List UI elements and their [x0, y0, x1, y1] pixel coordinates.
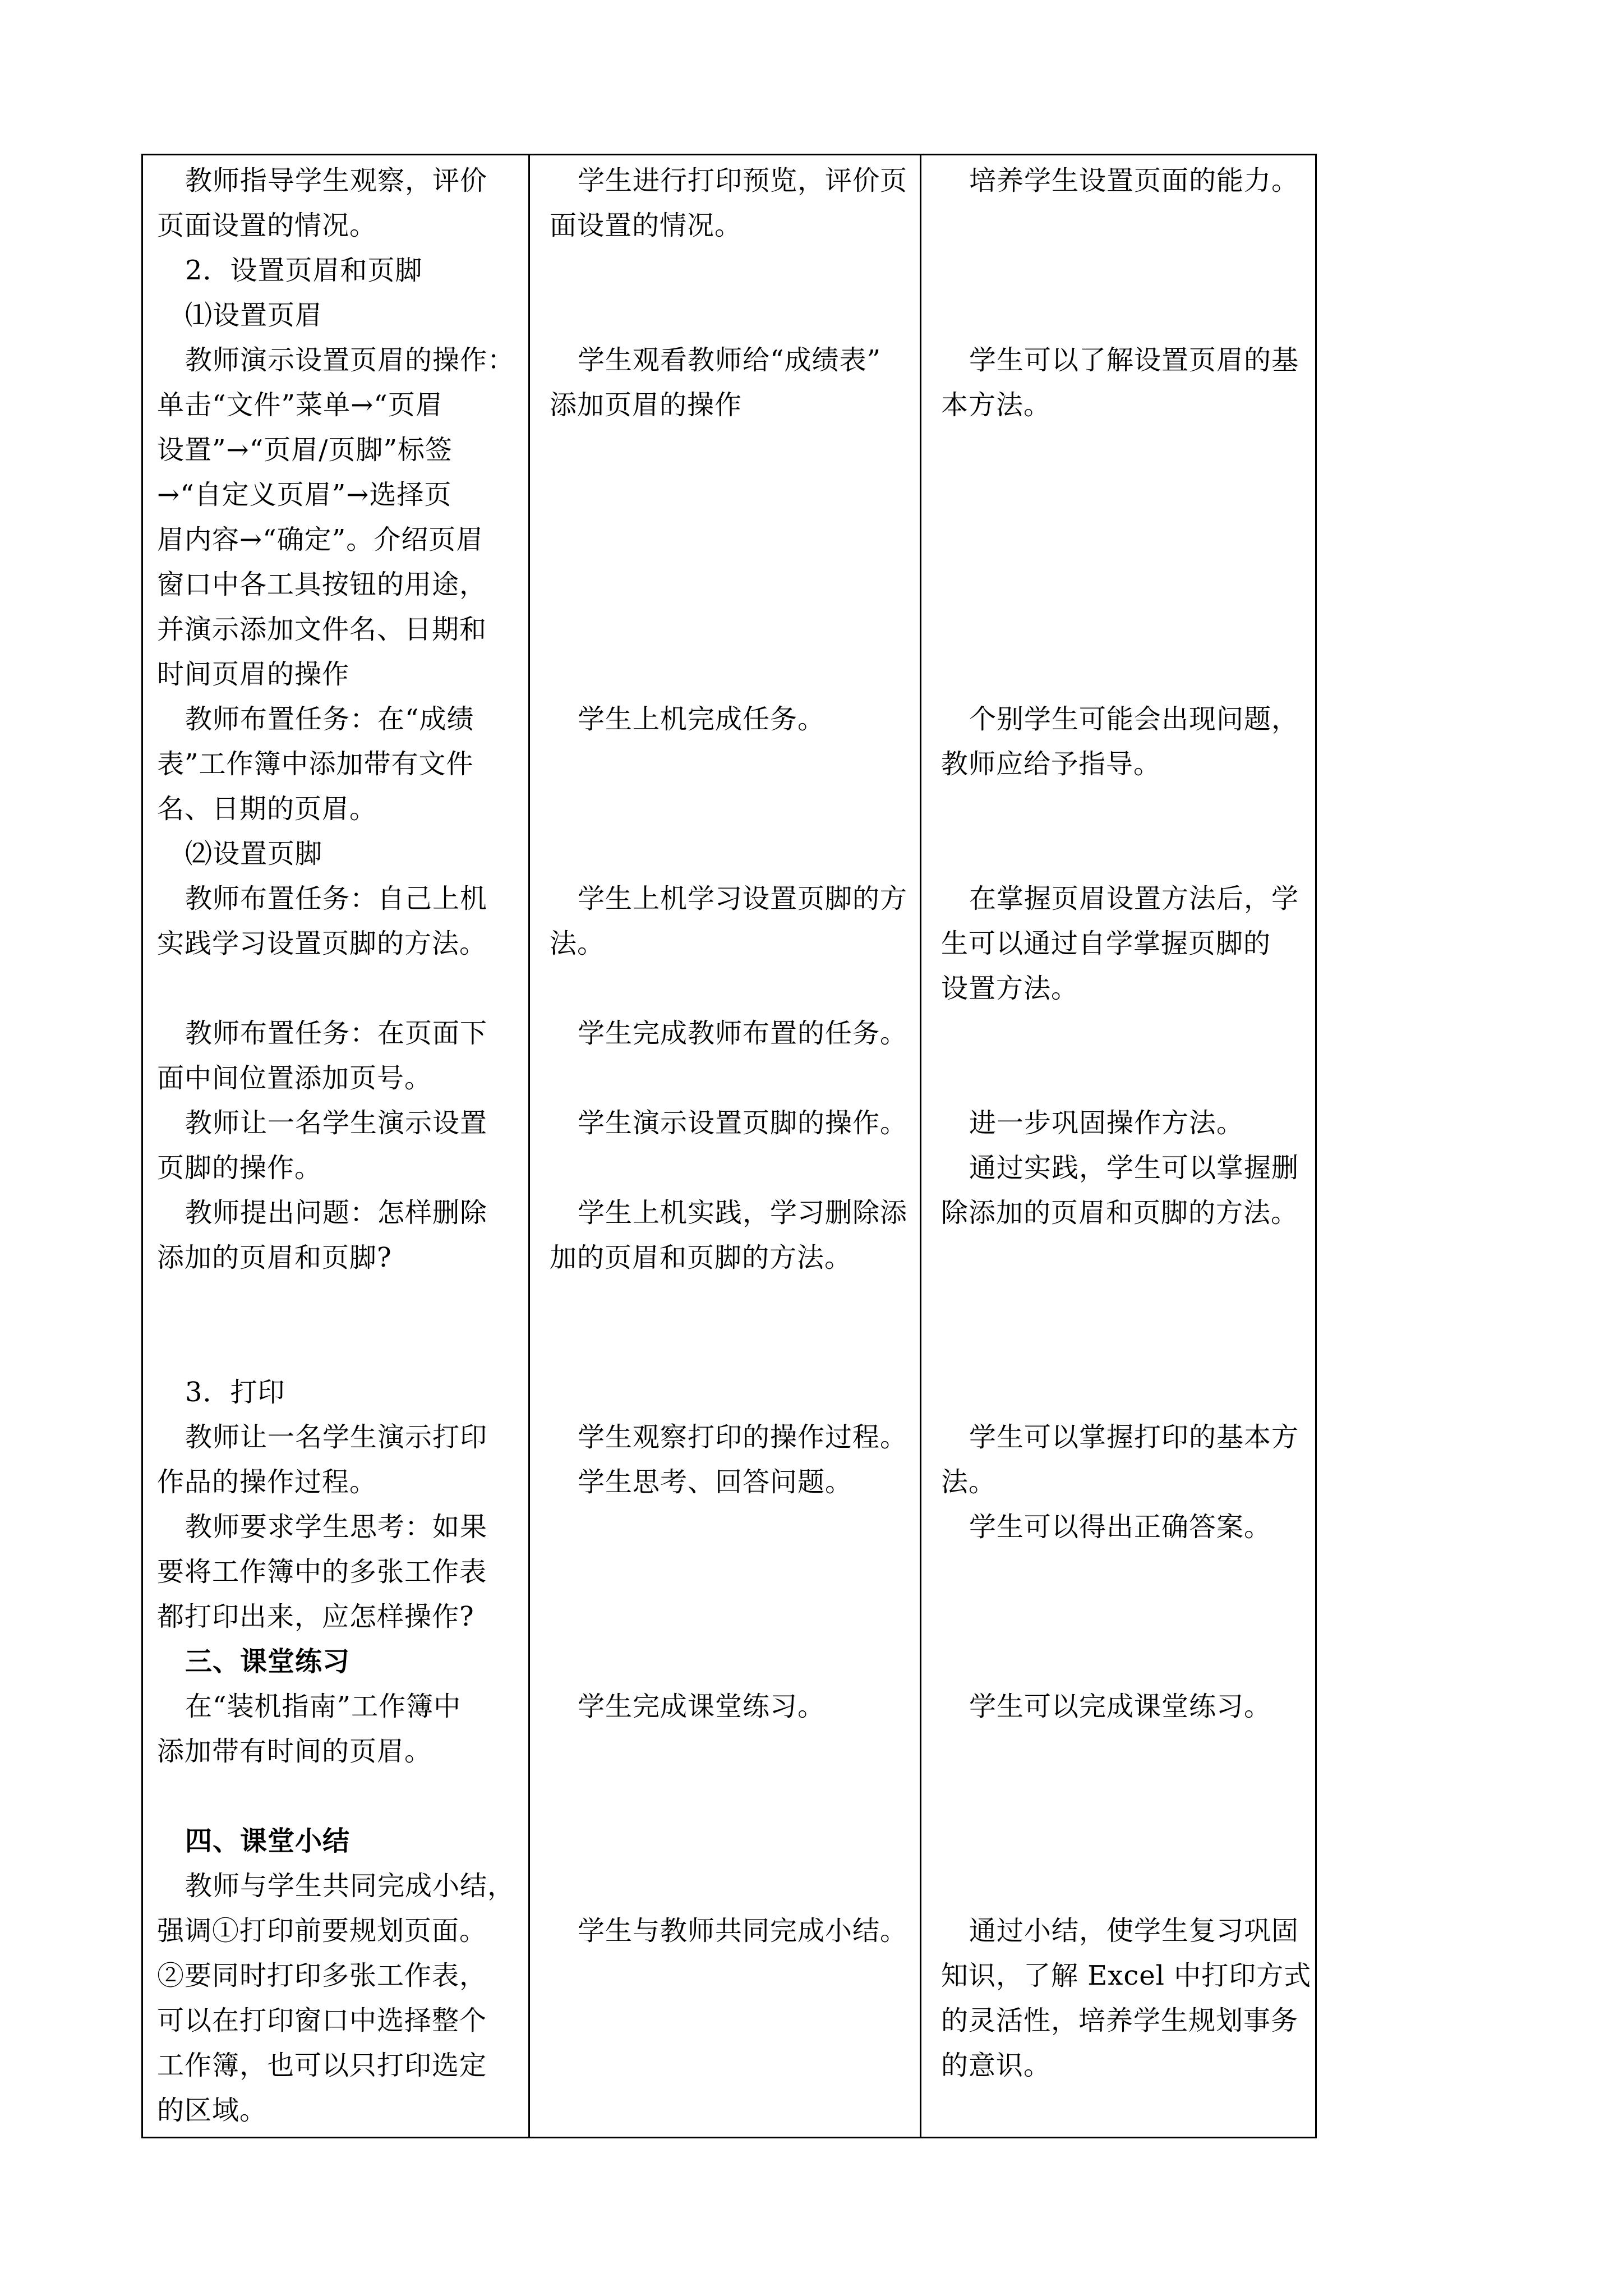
purpose-line: 学生可以了解设置页眉的基 [969, 344, 1299, 376]
section-heading: 2．设置页眉和页脚 [185, 255, 423, 286]
section-heading-summary: 四、课堂小结 [185, 1825, 351, 1857]
teacher-line: 教师布置任务：在页面下 [185, 1018, 488, 1049]
purpose-line: 个别学生可能会出现问题， [969, 703, 1299, 735]
teacher-line: 表”工作簿中添加带有文件 [157, 748, 474, 780]
teacher-line: →“自定义页眉”→选择页 [157, 479, 452, 510]
teacher-line: 教师与学生共同完成小结， [185, 1870, 515, 1902]
teacher-line: 教师让一名学生演示打印 [185, 1421, 488, 1453]
purpose-line: 生可以通过自学掌握页脚的 [941, 928, 1271, 959]
purpose-line: 通过实践，学生可以掌握删 [969, 1152, 1299, 1184]
purpose-line: 学生可以掌握打印的基本方 [969, 1421, 1299, 1453]
teacher-line: 面中间位置添加页号。 [157, 1062, 432, 1094]
purpose-line: 的意识。 [941, 2050, 1052, 2081]
teacher-line: 名、日期的页眉。 [157, 793, 377, 825]
student-line: 学生上机学习设置页脚的方 [578, 883, 908, 914]
section-heading: 3．打印 [185, 1377, 285, 1408]
purpose-line: 培养学生设置页面的能力。 [969, 165, 1299, 196]
teacher-line: 教师让一名学生演示设置 [185, 1107, 488, 1139]
purpose-line: 通过小结，使学生复习巩固 [969, 1915, 1299, 1947]
student-line: 加的页眉和页脚的方法。 [550, 1242, 852, 1273]
teacher-line: 在“装机指南”工作簿中 [185, 1691, 462, 1722]
teacher-line: 添加的页眉和页脚? [157, 1242, 392, 1273]
teacher-line: 可以在打印窗口中选择整个 [157, 2005, 487, 2036]
student-line: 学生与教师共同完成小结。 [578, 1915, 908, 1947]
teacher-line: 作品的操作过程。 [157, 1466, 377, 1498]
purpose-line: 法。 [941, 1466, 997, 1498]
student-line: 学生进行打印预览，评价页 [578, 165, 908, 196]
teacher-line: 要将工作簿中的多张工作表 [157, 1556, 487, 1588]
student-line: 学生观察打印的操作过程。 [578, 1421, 908, 1453]
student-line: 学生思考、回答问题。 [578, 1466, 853, 1498]
teacher-line: 并演示添加文件名、日期和 [157, 614, 487, 645]
student-line: 面设置的情况。 [550, 210, 743, 241]
teacher-line: 教师指导学生观察，评价 [185, 165, 488, 196]
student-line: 学生演示设置页脚的操作。 [578, 1107, 908, 1139]
teacher-line: 教师布置任务：自己上机 [185, 883, 488, 914]
purpose-line: 在掌握页眉设置方法后，学 [969, 883, 1299, 914]
purpose-line: 学生可以得出正确答案。 [969, 1511, 1272, 1543]
section-heading-practice: 三、课堂练习 [185, 1646, 351, 1677]
teacher-line: 的区域。 [157, 2095, 268, 2126]
purpose-line: 教师应给予指导。 [941, 748, 1161, 780]
subsection-heading: ⑴设置页眉 [185, 300, 323, 331]
purpose-line: 除添加的页眉和页脚的方法。 [941, 1197, 1299, 1228]
teacher-line: 教师提出问题：怎样删除 [185, 1197, 488, 1228]
column-divider-1 [528, 154, 530, 2138]
teacher-line: 设置”→“页眉/页脚”标签 [157, 434, 453, 466]
teacher-line: 页面设置的情况。 [157, 210, 377, 241]
teacher-line: 眉内容→“确定”。介绍页眉 [157, 524, 484, 555]
student-line: 添加页眉的操作 [550, 389, 743, 421]
teacher-line: ②要同时打印多张工作表， [157, 1960, 487, 1991]
purpose-line: 学生可以完成课堂练习。 [969, 1691, 1272, 1722]
teacher-line: 窗口中各工具按钮的用途， [157, 569, 487, 600]
teacher-line: 教师布置任务：在“成绩 [185, 703, 474, 735]
teacher-line: 都打印出来，应怎样操作? [157, 1601, 474, 1632]
student-line: 学生观看教师给“成绩表” [578, 344, 882, 376]
student-line: 学生上机实践，学习删除添 [578, 1197, 908, 1228]
teacher-line: 时间页眉的操作 [157, 659, 350, 690]
student-line: 学生上机完成任务。 [578, 703, 826, 735]
purpose-line: 本方法。 [941, 389, 1052, 421]
teacher-line: 页脚的操作。 [157, 1152, 322, 1184]
teacher-line: 教师要求学生思考：如果 [185, 1511, 488, 1543]
purpose-line: 进一步巩固操作方法。 [969, 1107, 1244, 1139]
teacher-line: 实践学习设置页脚的方法。 [157, 928, 487, 959]
column-divider-2 [920, 154, 921, 2138]
purpose-line: 设置方法。 [941, 973, 1079, 1004]
purpose-line: 知识，了解 Excel 中打印方式 [941, 1960, 1312, 1991]
student-line: 学生完成课堂练习。 [578, 1691, 826, 1722]
student-line: 法。 [550, 928, 605, 959]
teacher-line: 工作簿，也可以只打印选定 [157, 2050, 487, 2081]
teacher-line: 添加带有时间的页眉。 [157, 1736, 432, 1767]
purpose-line: 的灵活性，培养学生规划事务 [941, 2005, 1299, 2036]
subsection-heading: ⑵设置页脚 [185, 838, 323, 869]
student-line: 学生完成教师布置的任务。 [578, 1018, 908, 1049]
teacher-line: 教师演示设置页眉的操作： [185, 344, 515, 376]
teacher-line: 强调①打印前要规划页面。 [157, 1915, 487, 1947]
teacher-line: 单击“文件”菜单→“页眉 [157, 389, 443, 421]
